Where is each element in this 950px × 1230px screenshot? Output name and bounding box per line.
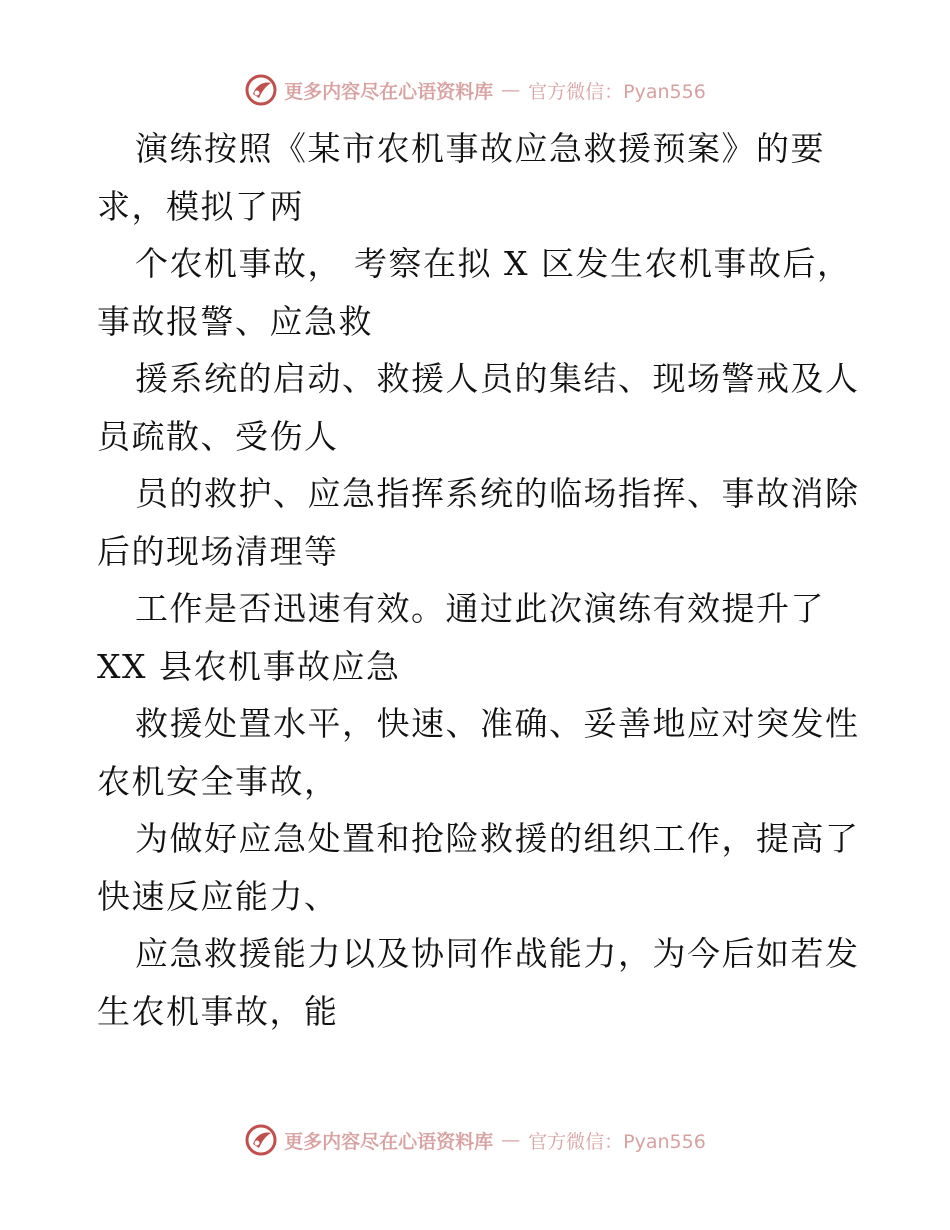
footer-banner (0, 1120, 950, 1160)
body-line: 事故报警、应急救 (97, 301, 373, 341)
body-line: 工作是否迅速有效。通过此次演练有效提升了 (135, 589, 825, 628)
brand-logo-icon (244, 1123, 278, 1157)
body-line: 个农机事故， 考察在拟 X 区发生农机事故后， (135, 244, 852, 283)
banner-wechat: 官方微信：Pyan556 (528, 80, 706, 103)
body-line: 后的现场清理等 (97, 531, 339, 571)
body-line: 应急救援能力以及协同作战能力，为今后如若发 (135, 934, 860, 973)
brand-logo-icon (244, 73, 278, 107)
body-line: 为做好应急处置和抢险救援的组织工作，提高了 (135, 819, 860, 858)
banner-title: 更多内容尽在心语资料库 (284, 80, 494, 103)
banner-title: 更多内容尽在心语资料库 (284, 1130, 494, 1153)
header-banner (0, 70, 950, 110)
body-line: 员的救护、应急指挥系统的临场指挥、事故消除 (135, 474, 860, 513)
body-line: 援系统的启动、救援人员的集结、现场警戒及人 (135, 359, 860, 398)
body-line: 农机安全事故， (97, 761, 339, 801)
body-line: 演练按照《某市农机事故应急救援预案》的要 (135, 129, 825, 168)
banner-dash: — (501, 1129, 521, 1151)
banner-dash: — (501, 79, 521, 101)
document-body (97, 120, 860, 1040)
body-line: XX 县农机事故应急 (97, 646, 401, 686)
body-line: 快速反应能力、 (97, 876, 339, 916)
body-line: 生农机事故，能 (97, 991, 339, 1031)
body-line: 求，模拟了两 (97, 186, 304, 226)
body-line: 救援处置水平，快速、准确、妥善地应对突发性 (135, 704, 860, 743)
banner-wechat: 官方微信：Pyan556 (528, 1130, 706, 1153)
body-line: 员疏散、受伤人 (97, 416, 339, 456)
